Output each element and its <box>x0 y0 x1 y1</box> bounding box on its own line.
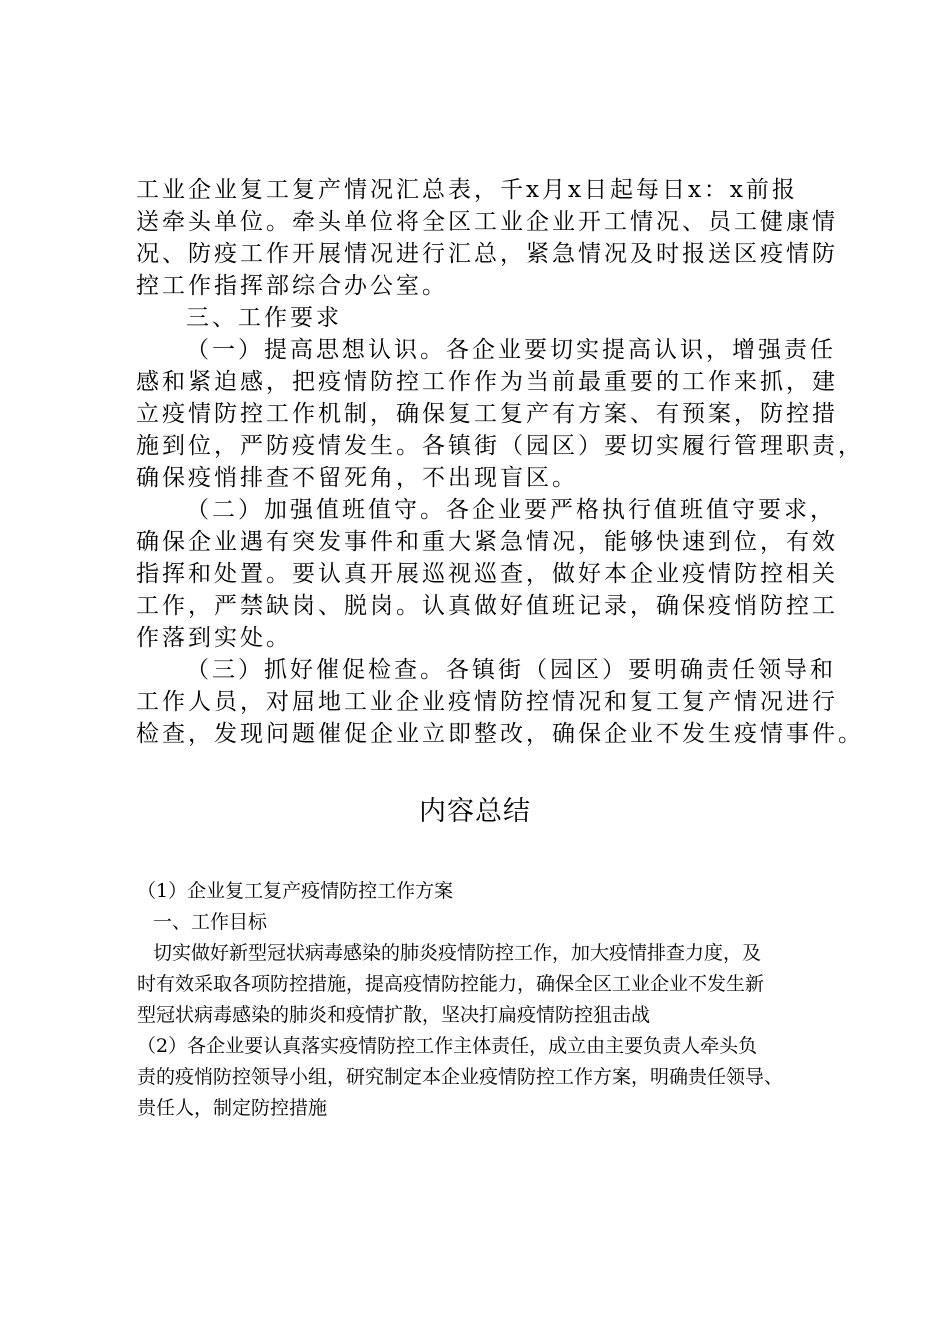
body-line: 控工作指挥部综合办公室。 <box>136 273 448 299</box>
body-line: 工作人员，对屈地工业企业疫情防控情况和复工复产情况进行 <box>136 689 838 715</box>
summary-line: 一、工作目标 <box>153 911 268 933</box>
body-line: 指挥和处置。要认真开展巡视巡查，做好本企业疫情防控相关 <box>136 561 838 587</box>
body-line: 立疫情防控工作机制，确保复工复产有方案、有预案，防控措 <box>136 401 838 427</box>
summary-body <box>137 876 837 1124</box>
summary-line: 切实做好新型冠状病毒感染的肺炎疫情防控工作，加大疫情排查力度，及 <box>153 942 762 964</box>
body-line: 工作，严禁缺岗、脱岗。认真做好值班记录，确保疫悄防控工 <box>136 593 838 619</box>
paragraph-3-start: （三）抓好催促检查。各镇街（园区）要明确责任领导和 <box>186 657 836 683</box>
body-line: 作落到实处。 <box>136 625 292 651</box>
body-line: 确保疫悄排查不留死角，不出现盲区。 <box>136 465 578 491</box>
summary-line: 型冠状病毒感染的肺炎和疫情扩散，坚决打扁疫情防控狙击战 <box>137 1004 651 1026</box>
summary-title: 内容总结 <box>419 796 531 827</box>
body-line: 施到位，严防疫情发生。各镇街（园区）要切实履行管理职责， <box>136 433 864 459</box>
summary-line: 贵任人，制定防控措施 <box>137 1097 328 1119</box>
body-line: 感和紧迫感，把疫情防控工作作为当前最重要的工作来抓，建 <box>136 369 838 395</box>
summary-line: （1）企业复工复产疫情防控工作方案 <box>137 880 454 902</box>
section-heading-requirements: 三、工作要求 <box>186 305 342 331</box>
body-line: 送牵头单位。牵头单位将全区工业企业开工情况、员工健康情 <box>136 209 838 235</box>
paragraph-1-start: （一）提高思想认识。各企业要切实提高认识，增强责任 <box>186 337 836 363</box>
paragraph-2-start: （二）加强值班值守。各企业要严格执行值班值守要求， <box>186 497 836 523</box>
body-line: 检查，发现问题催促企业立即整改，确保企业不发生疫情事件。 <box>136 721 864 747</box>
body-line: 况、防疫工作开展情况进行汇总，紧急情况及时报送区疫情防 <box>136 241 838 267</box>
summary-line: （2）各企业要认真落实疫情防控工作主体责任，成立由主要负责人牵头负 <box>137 1035 758 1057</box>
body-line: 工业企业复工复产情况汇总表，千x月x日起每日x：x前报 <box>136 177 798 203</box>
summary-line: 时有效采取各项防控措施，提高疫情防控能力，确保全区工业企业不发生新 <box>137 973 765 995</box>
summary-line: 责的疫悄防控领导小组，研究制定本企业疫情防控工作方案，明确贵任领导、 <box>137 1066 784 1088</box>
main-body-text <box>136 174 864 750</box>
body-line: 确保企业遇有突发事件和重大紧急情况，能够快速到位，有效 <box>136 529 838 555</box>
